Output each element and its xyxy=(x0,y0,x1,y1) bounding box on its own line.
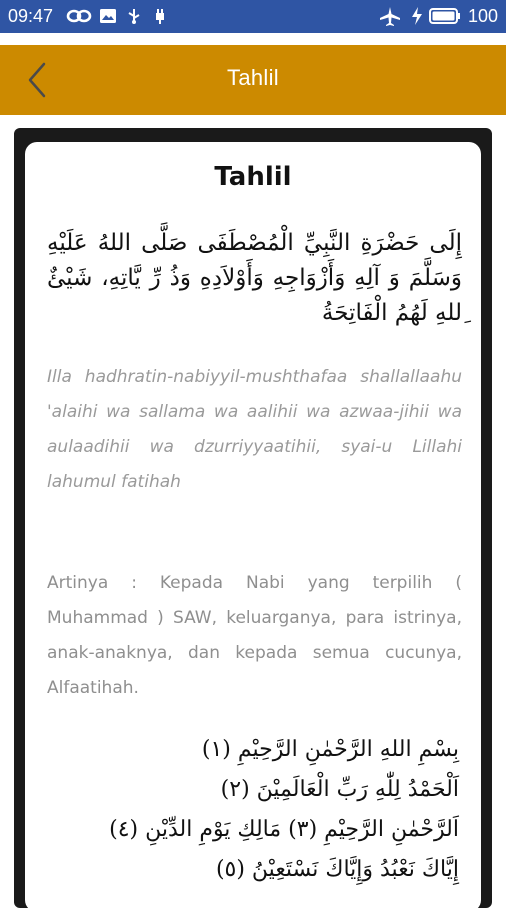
verse-line: بِسْمِ اللهِ الرَّحْمٰنِ الرَّحِيْمِ (١) xyxy=(201,737,459,762)
link-icon xyxy=(66,6,92,26)
app-title: Tahlil xyxy=(227,65,279,90)
app-bar xyxy=(0,45,506,115)
battery-icon xyxy=(428,6,462,26)
arabic-text: إِلَى حَضْرَةِ النَّبِيِّ الْمُصْطَفَى صَلَّى اللهُ عَلَيْهِ وَسَلَّمَ وَ آلِهِ وَأَزْوَاجِهِ وَأَوْلاَدِهِ وَذُ رِّ يَّاتِهِ، شَيْئٌ ِللهِ لَهُمُ الْفَاتِحَةُ xyxy=(47,230,462,326)
translation-text: Artinya : Kepada Nabi yang terpilih ( Muhammad ) SAW, keluarganya, para istrinya, anak-anaknya, dan kepada semua cucunya, Alfaatihah. xyxy=(47,573,462,698)
usb-plug-icon xyxy=(152,6,168,26)
fatiha-verses xyxy=(44,730,459,890)
image-icon xyxy=(98,6,118,26)
tahlil-card[interactable] xyxy=(25,142,481,912)
verse-line: اَلرَّحْمٰنِ الرَّحِيْمِ (٣) مَالِكِ يَوْمِ الدِّيْنِ (٤) xyxy=(109,817,459,842)
airplane-icon xyxy=(378,6,402,26)
status-bar xyxy=(0,0,506,33)
latin-transliteration: Illa hadhratin-nabiyyil-mushthafaa shallallaahu 'alaihi wa sallama wa aalihii wa azwaa-jihii wa aulaadihii wa dzurriyyaatihii, syai-u Lillahi lahumul fatihah xyxy=(47,367,462,492)
verse-line: إِيَّاكَ نَعْبُدُ وَإِيَّاكَ نَسْتَعِيْنُ (٥) xyxy=(215,857,459,882)
card-title: Tahlil xyxy=(214,162,292,192)
usb-icon xyxy=(124,6,144,26)
status-time: 09:47 xyxy=(8,6,54,26)
battery-level: 100 xyxy=(467,6,498,26)
verse-line: اَلْحَمْدُ لِلّٰهِ رَبِّ الْعَالَمِيْنَ (٢) xyxy=(220,777,459,802)
charging-icon xyxy=(410,6,424,26)
separator xyxy=(0,33,506,45)
